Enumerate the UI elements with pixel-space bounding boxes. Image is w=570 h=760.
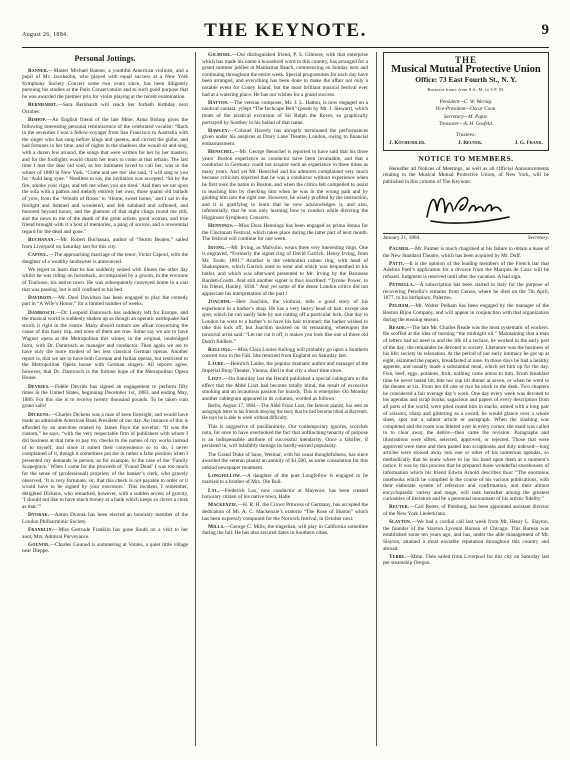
article-text: —Anton Dvorak has been elected an honorary member of the London Philharmonic Society. (22, 512, 188, 525)
column-2 (202, 52, 368, 746)
article-text: —Miss Clara Louise Kellogg will probably go upon a Southern concert tour in the Fall. She returned from England on Saturday last. (202, 346, 368, 360)
article-paragraph (22, 117, 188, 236)
article-name: Reuter. (389, 504, 410, 511)
article-text: —Mr. Palmer is much chagrined at his failure to obtain a lease of the New Standard Theatre, which has been acquired by Mr. Duff. (383, 245, 549, 259)
article-name: Hawley. (208, 127, 230, 134)
article-name: Kellogg. (208, 346, 233, 353)
article-paragraph (202, 424, 368, 450)
issue-date: August 26, 1884. (22, 32, 69, 38)
article-text: —Miss Gertrude Franklin has gone South on a visit to her aunt, Mrs. Admiral Purveyance. (22, 526, 188, 540)
article-name: Longfellow. (208, 472, 242, 479)
article-paragraph (22, 542, 188, 555)
article-text: The Grand Duke of Saxe, Weimar, with his usual thoughtfulness, has since awarded the veteran pianist an annuity of $1,500, as some consolation for this unkind newspaper treatment. (202, 451, 368, 471)
article-paragraph (202, 245, 368, 298)
article-name: Slayton. (389, 519, 412, 526)
article-text: —The veteran composer, Mr. J. L. Hatton, is now engaged on a nautical cantata, yclept “The Inchcape Bell” (poem by Mr. J. Stewart), which treats of the piratical excursion of Sir Ralph the Rover, so graphically portrayed by Southey in his ballad of that name. (202, 99, 368, 126)
article-text: —Mme. Théo sailed from Liverpool for this city on Saturday last per steamship Oregon. (383, 553, 549, 567)
article-text: —An English friend of the late Mme. Anna Bishop gives the following interesting personal reminiscence of the celebrated vocalist: “Back in the seventies I was a fellow-voyager from San Francisco to Australia with the singer who has sung before kings and queens, and circled the globe, and had fortunes in her time, and of nights in the shadows she would sit and sing, with a dozen few around, the songs that were written for her by her masters, and for the footlights would charm her tears to come at that refrain. The last time I met the dear old soul, as her intimates loved to call her, was in the winter of 1880 in New York. ‘Come and see me’ she said, ‘I will sing to you for ‘Auld lang syne.’’ Needless to say, the invitation was accepted. ‘Sit by the fire, smoke your cigar, and tell me when you are tired.’ And then we sat upon the sofa with a pathos and melody entirely her own, those quaint old ballads of yore, from the ‘Wreath of Roses’ to ‘Home, sweet home,’ and I sat in the firelight and listened and wondered, and felt subdued and softened, and honored beyond honor, and the glamour of that night clings round me still, and the news to me of the death of the great artiste, good woman, and true friend brought with it a host of memories, a pang of sorrow, and a reverential regard for the dead and gone.” (22, 116, 188, 236)
trustee: J. Reuter. (457, 140, 483, 147)
article-paragraph (22, 527, 188, 540)
article-name: Reade. (389, 324, 407, 331)
article-text: —H. R. H. the Crown Princess of Germany, has accepted the dedication of Mr. A. C. Mackenzie’s oratorio “The Rose of Sharon” which has been expressly composed for the Norwich festival, in October next. (202, 502, 368, 522)
article-paragraph (202, 473, 368, 486)
article-paragraph (22, 384, 188, 410)
article-name: Petrella. (389, 282, 415, 289)
article-text: —On Saturday last the Herald published a special cablegram to the effect that the Abbé Liszt had become totally blind, the result of excessive smoking and an incautious passion for brandy. This is enterprise. On Monday another cablegram appeared in its columns, worded as follows: (202, 376, 368, 403)
signature-handwriting-icon (421, 187, 517, 229)
signature-line (383, 233, 549, 242)
header-rule (22, 47, 549, 48)
article-name: Mackenzie. (208, 502, 238, 509)
article-name: Irving. (208, 244, 226, 251)
article-paragraph (383, 261, 549, 281)
trustee: J. G. Frank. (514, 140, 543, 147)
article-name: Banner. (28, 67, 49, 74)
article-text: —Master Michael Banner, a youthful American violinist, and a pupil of Mr. Jacobsohn, who played with equal success at a New York Symphony Society Concert some two years since, has been diligently pursuing his studies at the Paris Conservatoire and to such good purpose that he was awarded the premier prix for violin playing at the recent examination. (22, 67, 188, 100)
article-name: Joachim. (208, 298, 231, 305)
article-name: Henschel. (208, 149, 235, 156)
notice-text: Hereafter all Notices of Meetings, as well as all Official Announcements relating to the Musical Mutual Protective Union, of New York, will be published in this column of The Keynote. (383, 165, 549, 185)
column-1 (22, 52, 188, 746)
article-paragraph (202, 361, 368, 374)
col1-items (22, 68, 188, 555)
article-paragraph (383, 325, 549, 503)
article-text: —We had a cordial call last week from Mr. Henry L. Slayton, the founder of the Slayton Lyceum Bureau of Chicago. This Bureau was established some ten years ago, and has, under the able management of Mr. Slayton, attained a most enviable reputation throughout this country and abroad. (383, 519, 549, 552)
trustees-label: Trustees: (455, 131, 477, 138)
article-name: Bernhardt. (28, 102, 58, 109)
article-text: —The late Mr. Charles Reade was the most systematic of workers. He scoffed at the idea of burning “the midnight oil.” Maintaining that a man of letters had no need to and the life of a recluse, he worked in the early part of the day; the remainder he devoted to society. Literature was the business of his life; society its relaxation. At the period of our early intimacy he got up at eight, skimmed the papers, breakfasted at nine. In those days he had a healthy appetite, and usually made a substantial meal, which set him up for the day. Fish, beef, eggs, potatoes, fruit, nothing came amiss to him. From breakfast time he never tasted bit, bite nor sup till dinner at seven, or when he went to the theatre at six. From ten till one or two he stuck to the desk. Two chapters he considered a fair average day’s work. One day every week was devoted to his agendas and scrap books; sagacious and papers of every description from all parts of the world, were piled round him in stacks, armed with a long pair of scissors, sharp and glittering as a sword, he would glance over a whole sheet, spot out a salient article or paragraph. When the slashing was completed and the room was littered over in every corner, the maid was called in to clear away the debris—then came the revision. Paragraphs and illustrations were sifted, selected, approved, or rejected. Those that were approved were there and then pasted into scrapbooks and duly indexed—long articles were stowed away into one or other of his numerous agendas, so methodically that he knew where to lay his hand upon them at a moment’s notice. It was by this process that he prepared those wonderful storehouses of information which his friend Edwin Arnold describes thus: “The enormous notebooks which he compiled in the course of his various publications, with their elaborate system of reference and confirmation, and their almost encyclopaedic variety and range, will rank hereafter among the greatest curiosities of literature and be a perennial monument of his artistic fidelity.” (383, 324, 549, 503)
article-text: —A daughter of the poet Longfellow is engaged to be married to a brother of Mrs. Ole Bull. (202, 472, 368, 486)
col2-items (202, 52, 368, 537)
article-name: Damrosch. (28, 309, 56, 316)
article-paragraph (22, 267, 188, 293)
article-name: Mills. (208, 523, 225, 530)
trustee: J. Kochendler. (389, 140, 426, 147)
article-paragraph (22, 237, 188, 250)
article-paragraph (22, 68, 188, 101)
article-paragraph (202, 452, 368, 472)
article-name: Gounod. (28, 541, 50, 548)
article-text: —Heinrich Laube, the popular dramatic author and manager of the Imperial Burg-Theater, Vienna, died in that city a short time since. (202, 361, 368, 375)
article-text: —Carl Retter, of Pittsburg, has been appointed assistant director of the New York Liederkranz. (383, 504, 549, 518)
article-paragraph (202, 376, 368, 402)
notice-date: January 21, 1884. (383, 235, 421, 242)
article-name: Pelham. (389, 303, 411, 310)
article-paragraph (22, 252, 188, 265)
business-hours: Business hours from 8 A. M. to 5 P. M. (427, 87, 505, 93)
article-name: Laube. (208, 361, 226, 368)
article-text: We regret to learn that he has suddenly seized with illness the other day whilst he was riding on horseback, accompanied by a groom, in the environs of Toulouse, his native town. He was subsequently conveyed home in a cart that was passing, but is still confined to his bed. (22, 266, 188, 293)
trustees-list (386, 140, 546, 147)
article-paragraph (202, 404, 368, 422)
officer-president: President—C. W. Wernig. (439, 98, 493, 105)
society-the: THE (454, 55, 477, 65)
article-name: Devries. (28, 383, 50, 390)
article-name: Davidson. (28, 294, 53, 301)
col3-items (383, 246, 549, 567)
article-text: —A subscription has been started in Italy for the purpose of recovering Petrella’s remains from Genoa, where he died on the 7th April, 1877, to his birthplace, Palermo. (383, 282, 549, 302)
page-number: 9 (541, 22, 549, 38)
article-name: Lyl. (208, 487, 220, 494)
column-divider (376, 52, 377, 746)
article-paragraph (202, 149, 368, 222)
article-paragraph (22, 295, 188, 308)
article-name: Patti. (389, 260, 405, 267)
article-paragraph (22, 512, 188, 525)
article-name: Capoul. (28, 252, 49, 258)
column-3 (383, 52, 549, 746)
article-text: —Charles Gounod is summering at Vontes, a quiet little village near Dieppe. (22, 541, 188, 555)
article-text: —Dr. Leopold Damrosch has suddenly left for Europe, and the musical world is suddenly shaken up as though an operatic earthquake had struck it right in the centre. Many absurd rumors are afloat concerning the cause of this hasty trip, and none of them are true. Some say we are to have Wagner opera at the Metropolitan this winter, in the original, unabridged form, with Dr. Damrosch as manager and conductor. Then again we are to have only the more modest of her less classical German operas. Another report is, that we are to have both German and Italian operas, but restricted to the Metropolitan Opera house with German singers. All reports agree, however, that Dr. Damrosch is the fortune hope of the Metropolitan Opera House. (22, 309, 188, 382)
article-paragraph (202, 299, 368, 345)
article-paragraph (202, 524, 368, 537)
article-text: —Sara Bernhardt will reach her fortieth birthday next October. (22, 102, 188, 115)
officer-vice-president: Vice-President—Oscar Coon. (435, 106, 497, 113)
officer-treasurer: Treasurer—A. H. Gosfeld. (438, 121, 494, 128)
article-text: —Mr. Robert Buchanan, author of “Storm Beaten,” sailed from Liverpool on Saturday last for this city. (22, 237, 188, 250)
article-paragraph (383, 282, 549, 302)
article-paragraph (202, 100, 368, 126)
article-name: Buchanan. (28, 237, 56, 244)
signature (383, 187, 549, 231)
article-paragraph (383, 504, 549, 517)
notice-title: NOTICE TO MEMBERS. (418, 153, 514, 163)
article-name: Gilmore. (208, 52, 232, 58)
article-text: Berlin, August 17, 1884.—The Abbé Franz Liszt, the famous pianist, has sent an autograph letter to his friends denying the story that he had become blind at Bayreuth. He says he is able to work without difficulty. (202, 404, 368, 422)
article-text: —Miss Dora Hennings has been engaged as prima donna for the Cincinnati Festival, which takes place during the latter part of next month. The festival will continue for one week. (202, 223, 368, 243)
article-name: Dvorak. (28, 512, 50, 519)
article-text: —Fidèle Devriès has signed an engagement to perform fifty times in the United States, beginning December 1st, 1883, and ending May, 1886. For this she is to receive twenty thousand pounds. To be taken cum grano salis! (22, 383, 188, 410)
article-text: —Mr. George Henschel is reported to have said that his three years’ Boston experience as conductor have been invaluable, and that a conductor in Germany could not acquire such an experience in three times as many years. And yet Mr. Henschel and his admirers complained very much because criticism objected that he was a conductor without experience when he first took the baton in Boston, and when the critics felt compelled to assist in teaching him by checking him when he was in the wrong path and by guiding him into the right one. However, he wisely profited by the instruction, and it is gratifying to learn that he now acknowledges it, and also, inferentially, that he was only learning how to conduct while directing the Higginson Symphony Concerts. (202, 149, 368, 222)
article-paragraph (202, 128, 368, 148)
article-paragraph (383, 303, 549, 323)
article-text: —Mr. Walter Pelham has been engaged by the manager of the Boston Bijou Company, and will appear in conjunction with that organization during the ensuing season. (383, 303, 549, 323)
article-paragraph (383, 246, 549, 259)
article-text: —Frederick Lax, now conductor at Mayence, has been created honorary citizen of his native town, Halle. (202, 487, 368, 501)
society-name: Musical Mutual Protective Union (391, 63, 541, 75)
article-text: —George C. Mills, the tragedian, will play in California sometime during the fall. He has also secured dates in Southern cities. (202, 523, 368, 537)
society-box (383, 52, 549, 151)
article-name: Liszt. (208, 376, 224, 383)
article-paragraph (202, 223, 368, 243)
article-name: Franklin. (28, 526, 54, 533)
article-text: —The approaching marriage of the tenor, Victor Capoul, with the daughter of a wealthy landowner is announced. (22, 252, 188, 265)
section-heading: Personal Jottings. (74, 54, 136, 63)
article-paragraph (202, 347, 368, 360)
article-paragraph (22, 102, 188, 115)
article-text: —Colonel Haverly has abruptly terminated the performances given under his auspices at Drury Lane Theatre, London, owing to financial embarrassment. (202, 127, 368, 147)
article-name: Tebbe. (389, 553, 406, 560)
column-divider (195, 52, 196, 746)
masthead-title: THE KEYNOTE. (204, 20, 367, 41)
article-paragraph (383, 519, 549, 552)
article-text: —It is the opinion of the leading members of the French bar that Adelina Patti’s application for a divorce from the Marquis de Caux will be refused. Judgment is reserved until after the vacation. A bad sign. (383, 260, 549, 280)
newspaper-page (22, 14, 549, 746)
article-text: This is suggestive of pusillanimity. Our contemporary ignores, scorchés nota, for once to have overlooked the fact that unflinching tenacity of purpose is an indispensable attribute of successful mendacity. Once a falsifier, if persisted in, will infallibly damage its hardly-earned popularity. (202, 423, 368, 450)
article-name: Hennings. (208, 223, 234, 230)
article-name: Hatton. (208, 99, 229, 106)
article-text: —Charles Dickens was a man of keen foresight, and would have made an admirable American Bank President of our day. An instance of this is afforded by an anecdote related by James Payn the novelist: “It was the custom,” he says, “with the very respectable firm of publishers with whom I did business at that time to pay my checks to the names of my works instead of to myself, and since it suited their convenience so to do, I never complained of it, though it sometimes put me in rather a false position when I presented my demands in person, as for example, in the case of the ‘Family Scapegrace.’ When I came for the proceeds of ‘Found Dead’ I was too much for the sense of (professional) propriety of the banker’s clerk, who gravely observed, ‘It is very fortunate, sir, that this check is not payable to order or it would have to be signed by your executors.’ This incident, I remember, delighted Dickens, who remarked, however, with a sudden access of gravity, ‘I should not like to have much money at a bank which keeps so clever a clerk as that.’” (22, 411, 188, 510)
article-name: Dickens. (28, 411, 51, 418)
page-header (22, 14, 549, 44)
signatory-role: Secretary. (527, 235, 549, 242)
article-paragraph (202, 502, 368, 522)
article-paragraph (22, 310, 188, 383)
article-name: Bishop. (28, 116, 47, 123)
article-name: Palmer. (389, 245, 410, 252)
article-paragraph (202, 488, 368, 501)
article-paragraph (202, 52, 368, 98)
article-paragraph (383, 554, 549, 567)
society-office: Office: 73 East Fourth St., N. Y. (415, 74, 517, 84)
article-paragraph (22, 412, 188, 511)
article-text: —Our distinguished friend, P. S. Gilmore, with that enterprise which has made his name a household word in this country, has arranged for a grand summer jubilee at Manhattan Beach, commencing on Sunday next and continuing throughout the entire week. Special programmes for each day have been arranged, and everything has been done to make the affair not only a notable event for Coney Island, but the most brilliant musical festival ever had at a watering place. He has our wishes for a grand success. (202, 52, 368, 98)
officer-secretary: Secretary—M. Papst. (443, 113, 489, 120)
article-text: —Mr. Doré Davidson has been engaged to play the comedy part in “A Wife’s Honor,” for a limited number of weeks. (22, 294, 188, 308)
article-text: —Mr. Irving, as Malvolio, wears three very interesting rings. One is engraved, “Formerly the signet ring of David Garrick. Henry Irving, from Mr. Toole, 1881.” Another is the celebrated cameo ring, with head of Shakespeare, which Garrick used to wear and which was bequeathed to his butler, and which was afterward presented to Mr. Irving by the Baroness Burdett-Coutts. And still another signet is thus inscribed: “Tyrone Power, to his friend, Hanley, 1830.” And yet some of the dense London critics did not appreciate his interpretation of the part ! (202, 244, 368, 297)
article-text: —Herr Joachim, the violinist, tells a good story of his experience in a barber’s shop. He has a very heavy head of hair, except one spot, which he can easily hide by not cutting off a particular lock. One day in London he went to a barber’s to have his hair trimmed; the barber wished to take this lock off, but Joachim insisted on its remaining, whereupon the tonsorial artist said: “Let me cut it off, it makes you look like one of those old Dutch fiddlers.” (202, 298, 368, 345)
